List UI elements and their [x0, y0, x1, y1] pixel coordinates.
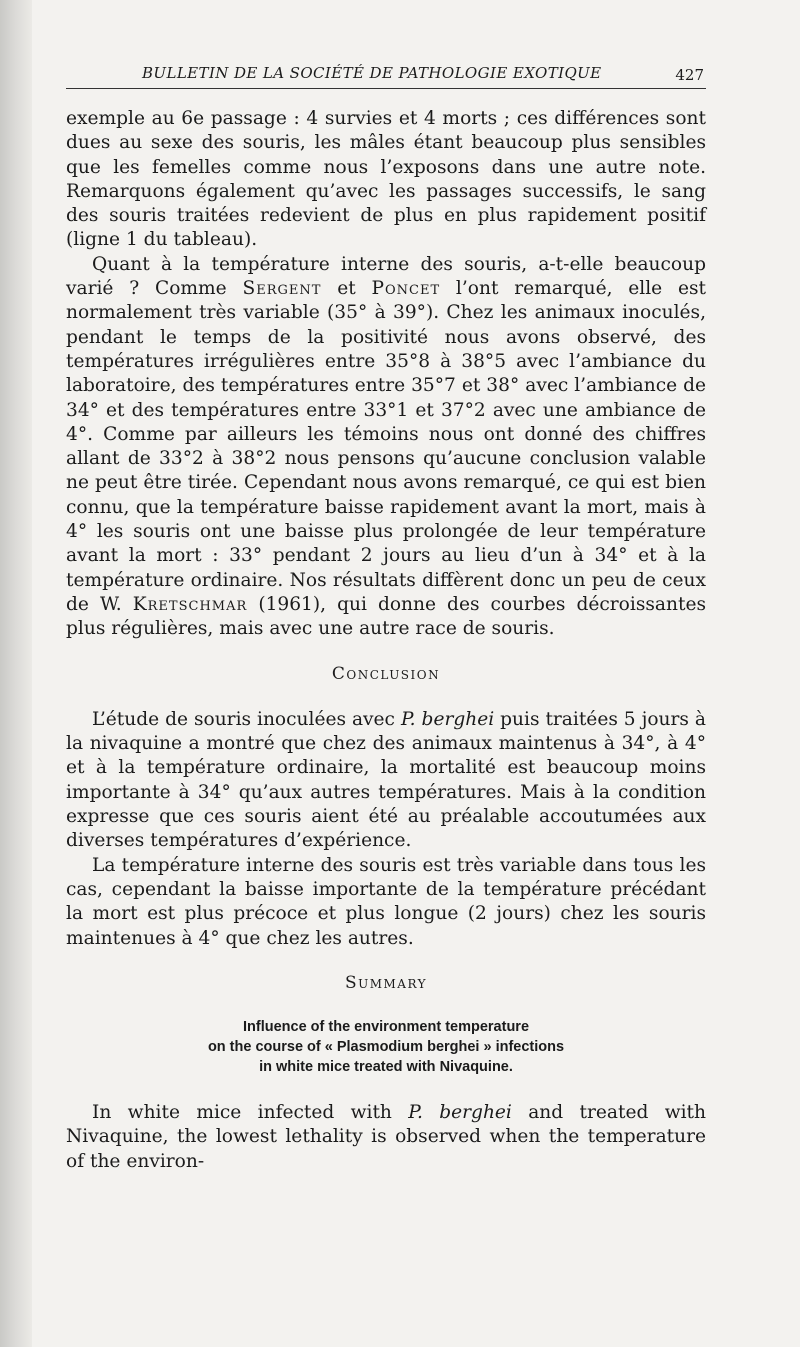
species-name: P. berghei	[400, 708, 495, 730]
author-name: Sergent	[242, 278, 322, 300]
page-number: 427	[675, 66, 704, 84]
summary-title-line: Influence of the environment temperature	[242, 1019, 530, 1036]
paragraph-passages: exemple au 6e passage : 4 survies et 4 morts ; ces différences sont dues au sexe des souris, les mâles étant beaucoup plus sensibles que les femelles comme nous l’exposons dans une autre note. Remarquons également qu’avec les passages successifs, le sang des souris traitées redevient de plus en plus rapidement positif (ligne 1 du tableau).	[66, 108, 706, 251]
summary-title-line: in white mice treated with Nivaquine.	[259, 1059, 513, 1076]
text-span: et	[321, 278, 372, 300]
paragraph-summary	[66, 1101, 706, 1174]
text-span: l’ont remarqué, elle est normalement très variable (35° à 39°). Chez les animaux inoculés, pendant le temps de la positivité nous avons observé, des températures irrégulières entre 35°8 à 38°5 avec l’ambiance du laboratoire, des températures entre 35°7 et 38° avec l’ambiance de 34° et des températures entre 33°1 et 37°2 avec une ambiance de 4°. Comme par ailleurs les témoins nous ont donné des chiffres allant de 33°2 à 38°2 nous pensons qu’aucune conclusion valable ne peut être tirée. Cependant nous avons remarqué, ce qui est bien connu, que la température baisse rapidement avant la mort, mais à 4° les souris ont une baisse plus prolongée de leur température avant la mort : 33° pendant 2 jours au lieu d’un à 34° et à la température ordinaire. Nos résultats diffèrent donc un peu de ceux de W.	[66, 278, 706, 615]
summary-heading: Summary	[344, 972, 428, 993]
summary-title-line: on the course of « Plasmodium berghei » infections	[207, 1039, 565, 1056]
paragraph-conclusion-2: La température interne des souris est très variable dans tous les cas, cependant la baisse importante de la température précédant la mort est plus précoce et plus longue (2 jours) chez les souris maintenues à 4° que chez les autres.	[66, 854, 706, 949]
paragraph-conclusion-1	[66, 708, 706, 854]
paragraph-temperature	[66, 253, 706, 642]
running-header	[66, 58, 706, 89]
article-body	[66, 107, 706, 1174]
author-name: Kretschmar	[132, 593, 248, 615]
author-name: Poncet	[371, 278, 441, 300]
text-span: and treated with Nivaquine, the lowest lethality is observed when the temperature of the environ-	[66, 1102, 706, 1172]
text-span: puis traitées 5 jours à la nivaquine a montré que chez des animaux maintenus à 34°, à 4° et à la température ordinaire, la mortalité est beaucoup moins importante à 34° qu’aux autres températures. Mais à la condition expresse que ces souris aient été au préalable accoutumées aux diverses températures d’expérience.	[66, 708, 706, 852]
journal-title: BULLETIN DE LA SOCIÉTÉ DE PATHOLOGIE EXOTIQUE	[142, 64, 602, 82]
text-span: L’étude de souris inoculées avec	[92, 708, 401, 730]
conclusion-heading: Conclusion	[331, 663, 441, 684]
page-binding-shadow	[0, 0, 32, 1347]
text-span: Quant à la température interne des souris, a-t-elle beaucoup varié ? Comme	[66, 253, 706, 300]
species-name: P. berghei	[408, 1102, 512, 1124]
text-span: In white mice infected with	[92, 1102, 409, 1124]
document-page	[66, 58, 706, 1174]
summary-title	[66, 1017, 706, 1077]
text-span: (1961), qui donne des courbes décroissantes plus régulières, mais avec une autre race de souris.	[66, 593, 706, 640]
